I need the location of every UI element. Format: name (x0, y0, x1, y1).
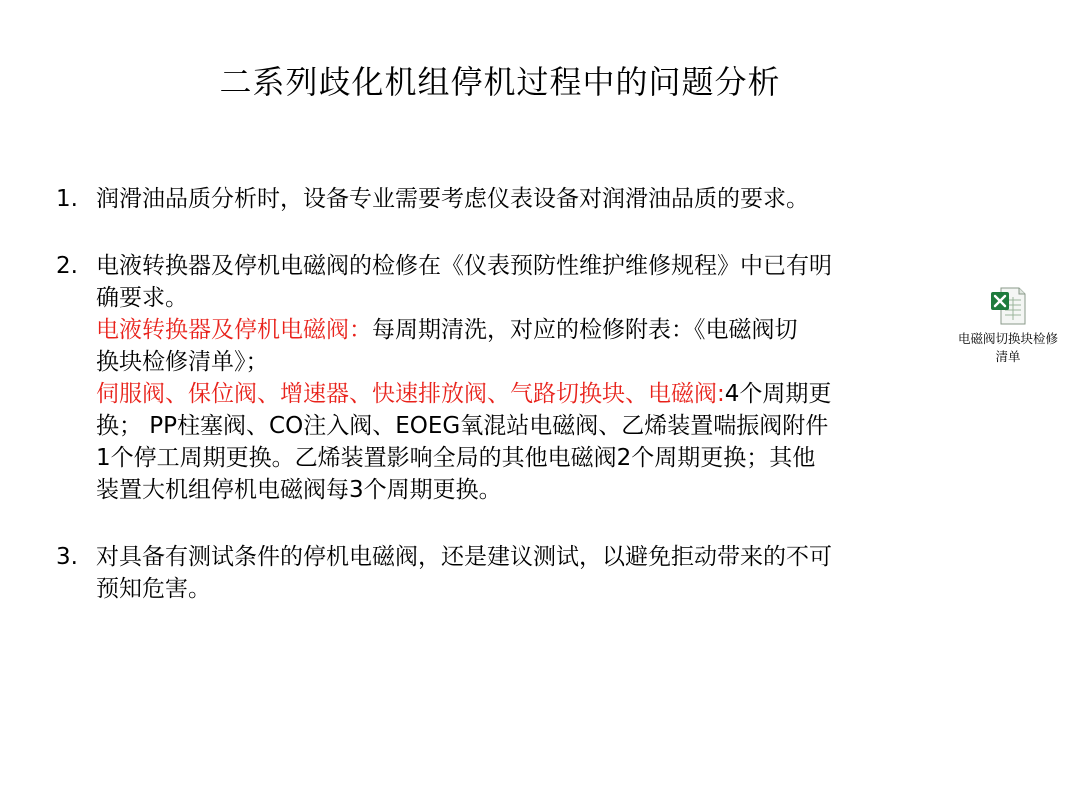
item-number: 1. (56, 186, 78, 212)
item-number: 3. (56, 544, 78, 570)
item-number: 2. (56, 253, 78, 279)
list-item-3 (56, 541, 966, 605)
sub-paragraph-cleaning (96, 314, 966, 346)
item-text (96, 541, 966, 605)
embedded-attachment[interactable] (946, 286, 1070, 366)
item-line: 换； PP柱塞阀、CO注入阀、EOEG氧混站电磁阀、乙烯装置喘振阀附件 (96, 413, 829, 439)
item-line: 换块检修清单》； (96, 349, 269, 375)
item-line: 电液转换器及停机电磁阀的检修在《仪表预防性维护维修规程》中已有明 (96, 253, 832, 279)
highlight-text: 伺服阀、保位阀、增速器、快速排放阀、气路切换块、电磁阀: (96, 381, 725, 407)
attachment-label-line: 电磁阀切换块检修 (957, 331, 1058, 346)
item-text (96, 250, 966, 506)
item-text (96, 183, 966, 215)
sub-paragraph-replacement (96, 378, 966, 410)
excel-file-icon (989, 286, 1027, 326)
item-line: 装置大机组停机电磁阀每3个周期更换。 (96, 477, 502, 503)
slide-title: 二系列歧化机组停机过程中的问题分析 (219, 63, 781, 101)
list-item-2 (56, 250, 966, 506)
item-line: 对具备有测试条件的停机电磁阀，还是建议测试，以避免拒动带来的不可 (96, 544, 832, 570)
body-text: 4个周期更 (724, 381, 832, 407)
attachment-label (946, 330, 1070, 366)
highlight-text: 电液转换器及停机电磁阀： (96, 317, 372, 343)
attachment-label-line: 清单 (995, 349, 1021, 364)
item-line: 预知危害。 (96, 576, 211, 602)
item-line: 1个停工周期更换。乙烯装置影响全局的其他电磁阀2个周期更换；其他 (96, 445, 816, 471)
list-item-1 (56, 183, 966, 215)
item-line: 润滑油品质分析时，设备专业需要考虑仪表设备对润滑油品质的要求。 (96, 186, 809, 212)
body-text: 每周期清洗，对应的检修附表：《电磁阀切 (372, 317, 798, 343)
item-line: 确要求。 (96, 285, 188, 311)
